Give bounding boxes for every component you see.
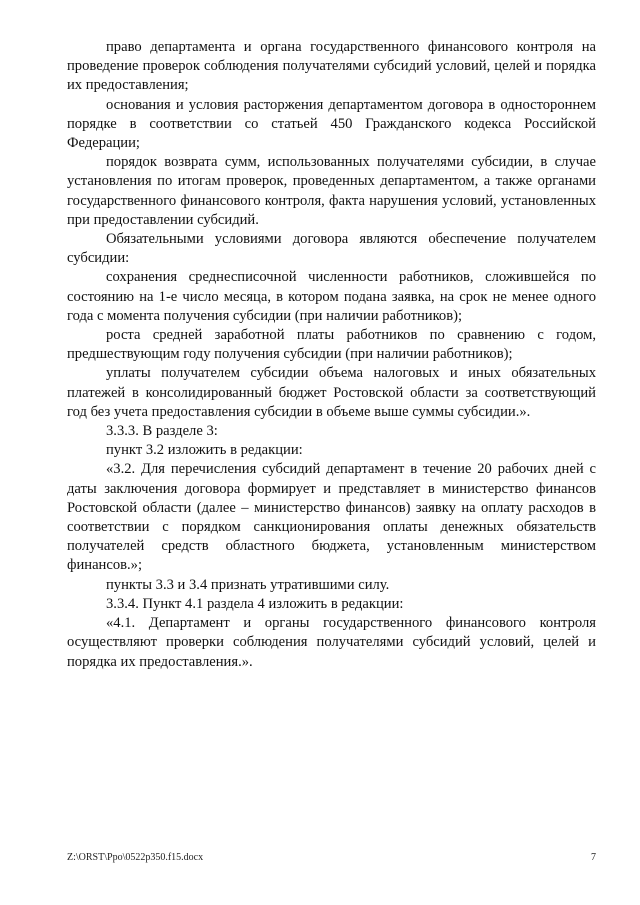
paragraph-clause-4-1-text: «4.1. Департамент и органы государственного финансового контроля осуществляют проверки соблюдения получателями субсидий условий, целей и порядка их предоставления.». (67, 615, 596, 670)
paragraph-refund-procedure: порядок возврата сумм, использованных получателями субсидии, в случае установления по итогам проверок, проведенных департаментом, а также органами государственного финансового контроля, факта нарушения условий, установленных при предоставлении субсидий. (67, 154, 596, 228)
page-number: 7 (591, 852, 596, 863)
paragraph-salary-condition: роста средней заработной платы работников по сравнению с годом, предшествующим году получения субсидии (при наличии работников); (67, 327, 596, 363)
footer-file-path: Z:\ORST\Ppo\0522p350.f15.docx (67, 852, 204, 863)
paragraph-tax-condition: уплаты получателем субсидии объема налоговых и иных обязательных платежей в консолидированный бюджет Ростовской области за соответствующий год без учета предоставления субсидии в объеме выше суммы субсидии.». (67, 365, 596, 420)
paragraph-section-4-heading: 3.3.4. Пункт 4.1 раздела 4 изложить в редакции: (106, 595, 404, 612)
page-footer (67, 852, 596, 866)
paragraph-control-rights: право департамента и органа государственного финансового контроля на проведение проверок соблюдения получателями субсидий условий, целей и порядка их предоставления; (67, 39, 596, 94)
paragraph-clause-3-2-text: «3.2. Для перечисления субсидий департамент в течение 20 рабочих дней с даты заключения договора формирует и представляет в министерство финансов Ростовской области (далее – министерство финансов) заявку на оплату расходов в соответствии с порядком санкционирования оплаты денежных обязательств получателей средств областного бюджета, установленным министерством финансов.»; (67, 461, 596, 574)
document-body (67, 38, 596, 672)
paragraph-termination-grounds: основания и условия расторжения департаментом договора в одностороннем порядке в соответствии со статьей 450 Гражданского кодекса Российской Федерации; (67, 96, 596, 152)
paragraph-clause-3-2-intro: пункт 3.2 изложить в редакции: (106, 442, 303, 459)
paragraph-clauses-void: пункты 3.3 и 3.4 признать утратившими силу. (106, 576, 390, 593)
paragraph-section-3-heading: 3.3.3. В разделе 3: (106, 423, 218, 440)
paragraph-mandatory-conditions: Обязательными условиями договора являются обеспечение получателем субсидии: (67, 231, 596, 267)
paragraph-headcount-condition: сохранения среднесписочной численности работников, сложившейся по состоянию на 1-е число месяца, в котором подана заявка, на срок не менее одного года с момента получения субсидии (при наличии работников); (67, 269, 596, 324)
